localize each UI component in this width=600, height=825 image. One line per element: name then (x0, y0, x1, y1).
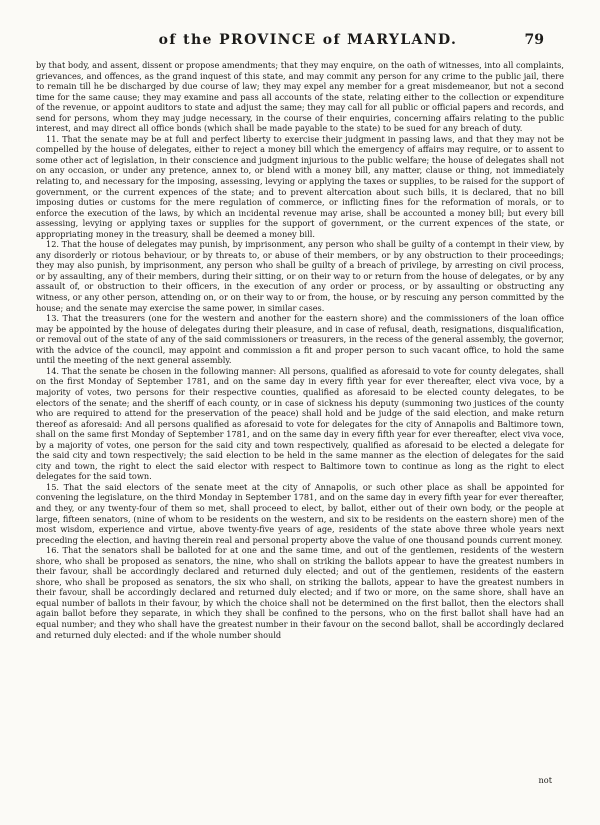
paragraph-16: 16. That the senators shall be balloted for at one and the same time, and out of the gentlemen, residents of the western shore, who shall be proposed as senators, the nine, who shall on striking the ballots appear to have the greatest numbers in their favour, shall be accordingly declared and returned duly elected; and out of the gentlemen, residents of the eastern shore, who shall be proposed as senators, the six who shall, on striking the ballots, appear to have the greatest numbers in their favour, shall be accordingly declared and returned duly elected; and if two or more, on the same shore, shall have an equal number of ballots in their favour, by which the choice shall not be determined on the first ballot, then the electors shall again ballot before they separate, in which they shall be confined to the persons, who on the first ballot shall have had an equal number; and they who shall have the greatest number in their favour on the second ballot, shall be accordingly declared and returned duly elected: and if the whole number should (36, 545, 564, 640)
running-head: of the PROVINCE of MARYLAND. (158, 32, 458, 48)
paragraph-15: 15. That the said electors of the senate meet at the city of Annapolis, or such other place as shall be appointed for convening the legislature, on the third Monday in September 1781, and on the same day in every fifth year for ever thereafter, and they, or any twenty-four of them so met, shall proceed to elect, by ballot, either out of their own body, or the people at large, fifteen senators, (nine of whom to be residents on the western, and six to be residents on the eastern shore) men of the most wisdom, experience and virtue, above twenty-five years of age, residents of the state above three whole years next preceding the election, and having therein real and personal property above the value of one thousand pounds current money. (36, 481, 564, 545)
document-body (36, 60, 564, 800)
paragraph-continuation: by that body, and assent, dissent or propose amendments; that they may enquire, on the oath of witnesses, into all complaints, grievances, and offences, as the grand inquest of this state, and may commit any person for any crime to the public jail, there to remain till he be discharged by due course of law; they may expel any member for a great misdemeanor, but not a second time for the same cause; they may examine and pass all accounts of the state, relating either to the collection or expenditure of the revenue, or appoint auditors to state and adjust the same; they may call for all public or official papers and records, and send for persons, whom they may judge necessary, in the course of their enquiries, concerning affairs relating to the public interest, and may direct all office bonds (which shall be made payable to the state) to be sued for any breach of duty. (36, 60, 564, 134)
paragraph-13: 13. That the treasurers (one for the western and another for the eastern shore) and the commissioners of the loan office may be appointed by the house of delegates during their pleasure, and in case of refusal, death, resignations, disqualification, or removal out of the state of any of the said commissioners or treasurers, in the recess of the general assembly, the governor, with the advice of the council, may appoint and commission a fit and proper person to such vacant office, to hold the same until the meeting of the next general assembly. (36, 313, 564, 366)
page-number: 79 (524, 32, 544, 48)
page-header (0, 30, 600, 54)
paragraph-11: 11. That the senate may be at full and perfect liberty to exercise their judgment in passing laws, and that they may not be compelled by the house of delegates, either to reject a money bill which the emergency of affairs may require, or to assent to some other act of legislation, in their conscience and judgment injurious to the public welfare; the house of delegates shall not on any occasion, or under any pretence, annex to, or blend with a money bill, any matter, clause or thing, not immediately relating to, and necessary for the imposing, assessing, levying or applying the taxes or supplies, to be raised for the support of government, or the current expences of the state; and to prevent altercation about such bills, it is declared, that no bill imposing duties or customs for the mere regulation of commerce, or inflicting fines for the reformation of morals, or to enforce the execution of the laws, by which an incidental revenue may arise, shall be accounted a money bill; but every bill assessing, levying or applying taxes or supplies for the support of government, or the current expences of the state, or appropriating money in the treasury, shall be deemed a money bill. (36, 133, 564, 239)
catchword: not (538, 775, 552, 785)
paragraph-14: 14. That the senate be chosen in the following manner: All persons, qualified as aforesaid to vote for county delegates, shall on the first Monday of September 1781, and on the same day in every fifth year for ever thereafter, elect viva voce, by a majority of votes, two persons for their respective counties, qualified as aforesaid to be elected county delegates, to be electors of the senate; and the sheriff of each county, or in case of sickness his deputy (summoning two justices of the county who are required to attend for the preservation of the peace) shall hold and be judge of the said election, and make return thereof as aforesaid: And all persons qualified as aforesaid to vote for delegates for the city of Annapolis and Baltimore town, shall on the same first Monday of September 1781, and on the same day in every fifth year for ever thereafter, elect viva voce, by a majority of votes, one person for the said city and town respectively, qualified as aforesaid to be elected a delegate for the said city and town respectively; the said election to be held in the same manner as the election of delegates for the said city and town, the right to elect the said elector with respect to Baltimore town to continue as long as the right to elect delegates for the said town. (36, 365, 564, 482)
paragraph-12: 12. That the house of delegates may punish, by imprisonment, any person who shall be guilty of a contempt in their view, by any disorderly or riotous behaviour, or by threats to, or abuse of their members, or by any obstruction to their proceedings; they may also punish, by imprisonment, any person who shall be guilty of a breach of privilege, by arresting on civil process, or by assaulting, any of their members, during their sitting, or on their way to or return from the house of delegates, or by any assault of, or obstruction to their officers, in the execution of any order or process, or by assaulting or obstructing any witness, or any other person, attending on, or on their way to or from, the house, or by rescuing any person committed by the house; and the senate may exercise the same power, in similar cases. (36, 239, 564, 313)
